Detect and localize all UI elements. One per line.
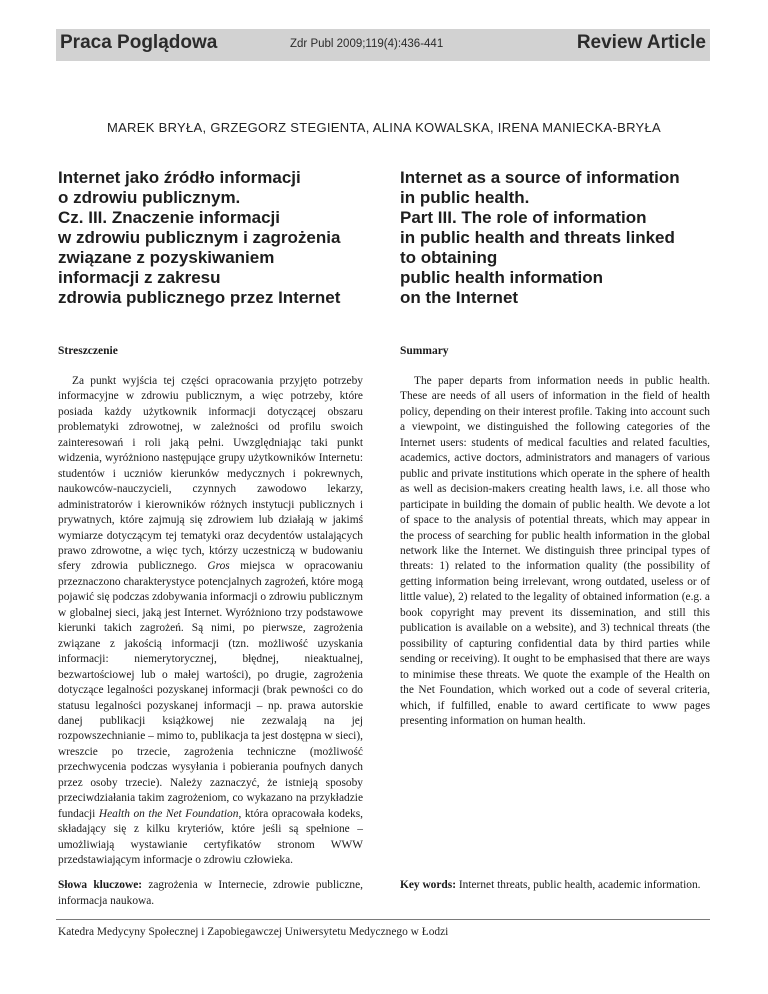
title-polish: Internet jako źródło informacji o zdrowiu publicznym. Cz. III. Znaczenie informacji w zdrowiu publicznym i zagrożenia związane z pozyskiwaniem informacji z zakresu zdrowia publicznego przez Internet (58, 168, 341, 307)
abstract-pl-part-3: , która opracowała kodeks, składający się z kilku kryteriów, które jeśli są spełnione – umożliwiają wystawianie certyfikatów stronom WWW przedstawiającym informacje o zdrowiu człowieka. (58, 807, 363, 867)
keywords-pl-label: Słowa kluczowe: (58, 879, 143, 891)
journal-header-bar (56, 29, 710, 61)
article-type-en: Review Article (576, 32, 706, 53)
footer-divider (56, 919, 710, 920)
journal-citation: Zdr Publ 2009;119(4):436-441 (290, 38, 444, 50)
abstract-pl-part-2: miejsca w opracowaniu przeznaczono charakterystyce potencjalnych zagrożeń, które mogą pojawić się podczas zdobywania informacji o zdrowiu publicznym w globalnej sieci, jaką jest Internet. Wyróżniono trzy podstawowe kierunki takich zagrożeń. Są nimi, po pierwsze, zagrożenia związane z jakością informacji (tzn. możliwość uzyskania informacji: niemerytorycznej, błędnej, nieaktualnej, bezwartościowej lub o małej wartości), po drugie, zagrożenia dotyczące legalności pozyskanej informacji (brak pewności co do statusu legalności pozyskanej informacji – np. prawa autorskie danej publikacji książkowej nie zezwalają na jej rozpowszechnianie – mimo to, publikacja ta jest dostępna w sieci), wreszcie po trzecie, zagrożenia techniczne (możliwość przechwycenia podczas wysyłania i pobierania poufnych danych przez osoby trzecie). Należy zaznaczyć, że istnieją sposoby przeciwdziałania takim zagrożeniom, co wykazano na przykładzie fundacji (58, 560, 363, 820)
abstract-heading-en: Summary (400, 345, 449, 357)
author-list: MAREK BRYŁA, GRZEGORZ STEGIENTA, ALINA KOWALSKA, IRENA MANIECKA-BRYŁA (106, 120, 662, 135)
abstract-pl-emphasis-hon: Health on the Net Foundation (98, 807, 239, 820)
article-type-pl: Praca Poglądowa (60, 32, 218, 53)
title-english: Internet as a source of information in public health. Part III. The role of information in public health and threats linked to obtaining public health information on the Internet (400, 168, 680, 307)
keywords-en (400, 877, 710, 893)
keywords-en-text: Internet threats, public health, academic information. (456, 879, 701, 891)
abstract-pl-emphasis-gros: Gros (207, 560, 230, 573)
abstract-body-en: The paper departs from information needs in public health. These are needs of all users of information in the field of health policy, depending on their interest profile. Taking into account such a viewpoint, we distinguished the following categories of the Internet users: students of medical faculties and related faculties, academics, active doctors, administrators and managers of various public and private institutions which operate in the sphere of health as well as decision-makers creating health laws, i.e. all those who participate in building the domain of public health. We devote a lot of space to the analysis of potential threats, which may appear in the process of searching for public health information in the global network like the Internet. We distinguish three principal types of threats: 1) related to the information quality (the possibility of getting information being irrelevant, wrong outdated, useless or of little value), 2) related to the legality of obtained information (e.g. a book copyright may prevent its dissemination, and still this publication is available on a website), and 3) technical threats (the possibility of capturing confidential data by third parties while sending or receiving). It ought to be emphasised that there are ways to minimise these threats. We quote the example of the Health on the Net Foundation, which worked out a code of several criteria, which, if fulfilled, enable to award certificate to www pages presenting information on human health. (400, 375, 710, 727)
keywords-pl (58, 877, 363, 909)
keywords-en-label: Key words: (400, 879, 456, 891)
keywords-pl-text: zagrożenia w Internecie, zdrowie publiczne, informacja naukowa. (58, 879, 363, 907)
abstract-heading-pl: Streszczenie (58, 345, 118, 357)
affiliation: Katedra Medycyny Społecznej i Zapobiegawczej Uniwersytetu Medycznego w Łodzi (58, 926, 449, 938)
abstract-pl-part-1: Za punkt wyjścia tej części opracowania przyjęto potrzeby informacyjne w zdrowiu publicznym, a więc potrzeby, które posiada każdy użytkownik informacji dotyczącej obszaru problematyki zdrowotnej, w zależności od profilu swoich zainteresowań i roli jaką pełni. Uwzględniając taki punkt widzenia, wyróżniono następujące grupy użytkowników Internetu: studentów i uczniów kierunków medycznych i pokrewnych, naukowców-nauczycieli, czynnych zawodowo lekarzy, administratorów i kierowników różnych instytucji publicznych i prywatnych, które zajmują się zdrowiem lub działają w jakimś wymiarze dotyczącym tej tematyki oraz decydentów ustalających prawo zdrowotne, a więc tych, którzy uczestniczą w budowaniu sfery zdrowia publicznego. (58, 375, 363, 573)
abstract-body-pl (58, 374, 363, 869)
